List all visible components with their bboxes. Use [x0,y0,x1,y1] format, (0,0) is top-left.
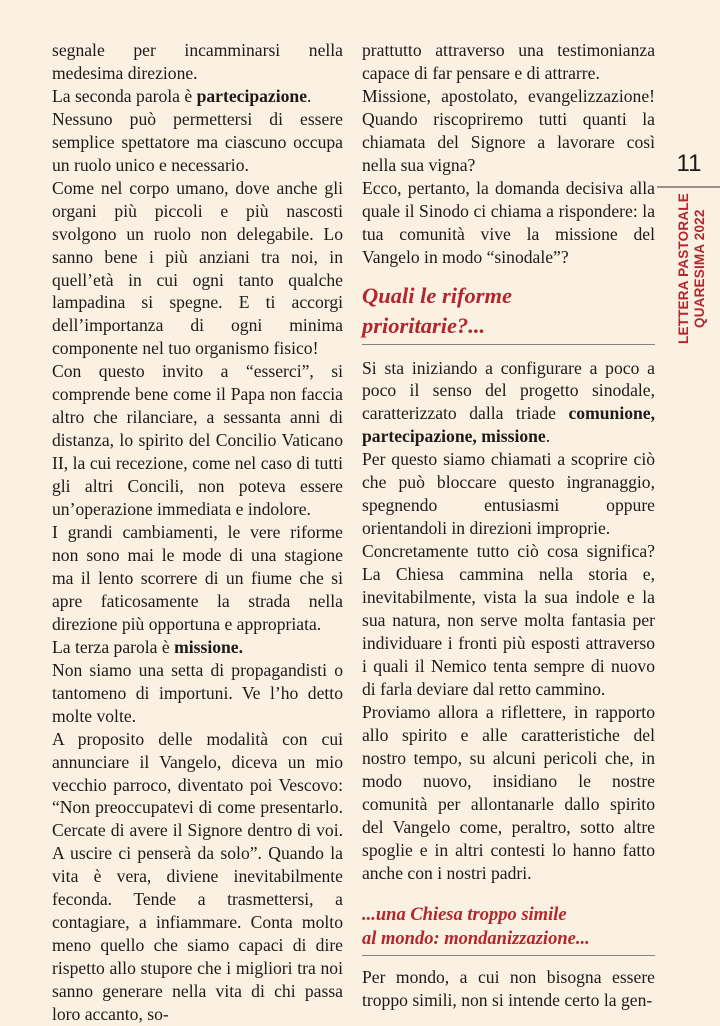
paragraph: A proposito delle modalità con cui annunciare il Vangelo, diceva un mio vecchio parroco, diventato poi Vescovo: “Non preoccupatevi di come presentarlo. Cercate di avere il Signore dentro di voi. A uscire ci penserà da solo”. Quando la vita è vera, diviene inevitabilmente feconda. Tende a trasmettersi, a contagiare, a infiammare. Conta molto meno quello che siamo capaci di dire rispetto allo stupore che i migliori tra noi sanno generare nella vita di chi passa loro accanto, so- [52,728,343,1025]
right-column [362,39,655,1012]
heading-line: al mondo: mondanizzazione... [362,928,590,949]
paragraph [52,636,343,659]
paragraph-text: . [545,426,551,447]
running-title [668,194,716,344]
heading-line: Quali le riforme [362,282,512,308]
section-heading [362,281,655,345]
sidebar-divider [657,186,720,188]
paragraph: Non siamo una setta di propagandisti o tantomeno di importuni. Ve l’ho detto molte volte. [52,659,343,726]
keyword-triade: comunione, partecipazione, missione [362,403,655,447]
paragraph-text: La terza parola è [52,636,175,657]
heading-line: prioritarie?... [362,312,486,338]
paragraph: segnale per incamminarsi nella medesima direzione. [52,40,343,83]
paragraph: Per questo siamo chiamati a scoprire ciò che può bloccare questo ingranaggio, spegnendo entusiasmi oppure orientandoli in direzioni improprie. [362,449,655,539]
paragraph: Con questo invito a “esserci”, si comprende bene come il Papa non faccia altro che rilanciare, a sessanta anni di distanza, lo spirito del Concilio Vaticano II, la cui recezione, come nel caso di tutti gli altri Concili, non poteva essere un’operazione immediata e indolore. [52,361,343,520]
paragraph [52,85,343,108]
paragraph: Come nel corpo umano, dove anche gli organi più piccoli e più nascosti svolgono un ruolo non delegabile. Lo sanno bene i più anziani tra noi, in quell’età in cui ogni tanto qualche lampadina si spegne. E ti accorgi dell’importanza di ogni minima componente nel tuo organismo fisico! [52,177,343,359]
left-column [52,39,343,1026]
paragraph-text: . [307,85,312,106]
paragraph: I grandi cambiamenti, le vere riforme non sono mai le mode di una stagione ma il lento scorrere di un fiume che si apre faticosamente la strada nella direzione più opportuna e appropriata. [52,522,343,634]
running-title-line: QUARESIMA 2022 [692,209,707,329]
paragraph: Missione, apostolato, evangelizzazione! Quando riscopriremo tutti quanti la chiamata del Signore a lavorare così nella sua vigna? [362,85,655,175]
paragraph [362,357,655,449]
sub-heading [362,904,655,956]
paragraph-text: Si sta iniziando a configurare a poco a poco il senso del progetto sinodale, caratterizzato dalla triade [362,357,655,424]
paragraph: Ecco, pertanto, la domanda decisiva alla quale il Sinodo ci chiama a rispondere: la tua comunità vive la missione del Vangelo in modo “sinodale”? [362,177,655,267]
paragraph-text: La seconda parola è [52,85,197,106]
paragraph: Concretamente tutto ciò cosa significa? La Chiesa cammina nella storia e, inevitabilmente, vista la sua indole e la sua natura, non serve molta fantasia per individuare i fronti più esposti attraverso i quali il Nemico tenta sempre di nuovo di farla deviare dal retto cammino. [362,541,655,699]
page-number: 11 [676,150,702,177]
paragraph: prattutto attraverso una testimonianza capace di far pensare e di attrarre. [362,40,655,83]
paragraph: Proviamo allora a riflettere, in rapporto allo spirito e alle caratteristiche del nostro tempo, su alcuni pericoli che, in modo nuovo, insidiano le nostre comunità per allontanarle dallo spirito del Vangelo come, peraltro, sotto altre spoglie e in altri contesti lo hanno fatto anche con i nostri padri. [362,701,655,883]
running-title-line: LETTERA PASTORALE [676,193,691,345]
keyword-partecipazione: partecipazione [196,85,308,106]
paragraph: Nessuno può permettersi di essere semplice spettatore ma ciascuno occupa un ruolo unico e necessario. [52,108,343,175]
heading-line: ...una Chiesa troppo simile [362,905,567,926]
paragraph: Per mondo, a cui non bisogna essere troppo simili, non si intende certo la gen- [362,967,655,1011]
keyword-missione: missione. [174,636,244,657]
